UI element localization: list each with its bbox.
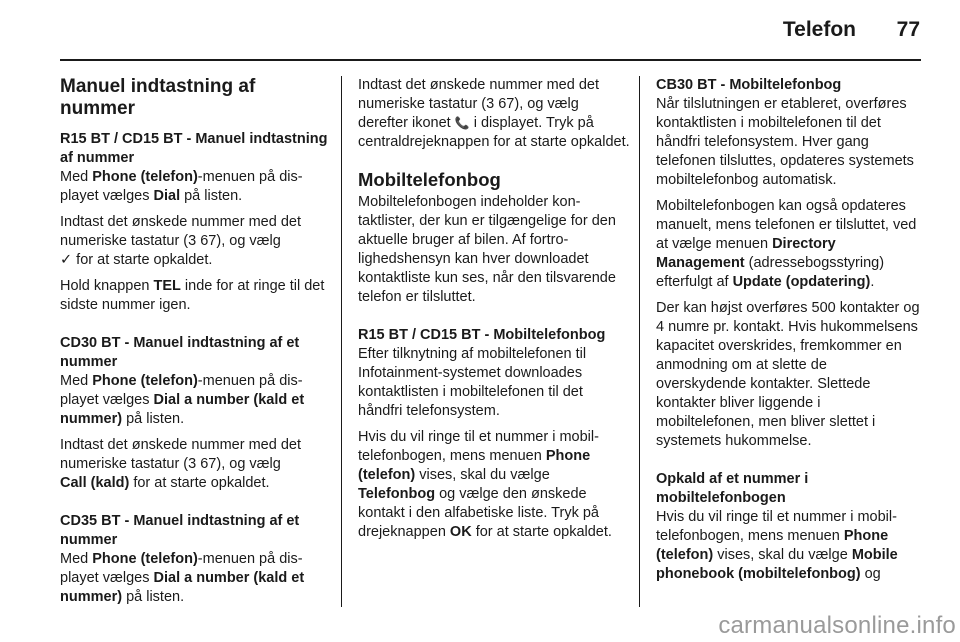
subsection-heading: Opkald af et nummer i mobiltelefonbogen xyxy=(656,471,809,506)
paragraph: Med Phone (telefon)-menuen på displayet vælges Dial på listen. xyxy=(60,169,303,204)
paragraph: Efter tilknytning af mobiltelefonen til Infotainment-systemet downloades kontaktlisten i mobiltelefonen til det håndfri telefonsystem. xyxy=(358,346,587,419)
watermark: carmanualsonline.info xyxy=(718,612,956,639)
paragraph: Hold knappen TEL inde for at ringe til det sidste nummer igen. xyxy=(60,278,325,313)
paragraph: Med Phone (telefon)-menuen på displayet vælges Dial a number (kald et nummer) på listen. xyxy=(60,551,305,605)
subsection-heading: R15 BT / CD15 BT - Manuel indtastning af nummer xyxy=(60,131,328,166)
subsection-heading: CD30 BT - Manuel indtastning af et nummer xyxy=(60,335,300,370)
column-divider-1 xyxy=(341,76,342,607)
paragraph: Indtast det ønskede nummer med det numeriske tastatur (3 67), og vælg ✓ for at starte opkaldet. xyxy=(60,214,301,268)
subsection-heading: CD35 BT - Manuel indtastning af et nummer xyxy=(60,513,300,548)
page-header-title: Telefon xyxy=(782,18,856,41)
page-number: 77 xyxy=(896,18,920,41)
section-title: Manuel indtastning af nummer xyxy=(60,76,256,119)
column-2 xyxy=(358,76,630,549)
page-reference-icon: 3 xyxy=(486,96,495,112)
paragraph: Mobiltelefonbogen indeholder kontaktlister, der kun er tilgængelige for den aktuelle bruger af bilen. Af fortrolighedshensyn kan hver downloadet kontaktliste kun ses, når den tilsvarende telefon er tilsluttet. xyxy=(358,194,616,305)
column-1 xyxy=(60,76,332,614)
section-title: Mobiltelefonbog xyxy=(358,169,501,190)
subsection-heading: CB30 BT - Mobiltelefonbog xyxy=(656,77,842,93)
phone-icon: 📞 xyxy=(454,116,470,130)
paragraph: Indtast det ønskede nummer med det numeriske tastatur (3 67), og vælg Call (kald) for at starte opkaldet. xyxy=(60,437,301,491)
check-icon: ✓ xyxy=(60,252,73,268)
paragraph: Med Phone (telefon)-menuen på displayet vælges Dial a number (kald et nummer) på listen. xyxy=(60,373,305,427)
page-reference-icon: 3 xyxy=(188,456,197,472)
page-reference-icon: 3 xyxy=(188,233,197,249)
paragraph: Hvis du vil ringe til et nummer i mobiltelefonbogen, mens menuen Phone (telefon) vises, skal du vælge Mobile phonebook (mobiltelefonbog) og xyxy=(656,509,898,582)
subsection-heading: R15 BT / CD15 BT - Mobiltelefonbog xyxy=(358,327,606,343)
paragraph: Når tilslutningen er etableret, overføres kontaktlisten i mobiltelefonen til det håndfri telefonsystem. Hver gang telefonen tilsluttes, opdateres systemets mobiltelefonbog automatisk. xyxy=(656,96,914,188)
header-rule xyxy=(60,59,921,61)
paragraph: Indtast det ønskede nummer med det numeriske tastatur (3 67), og vælg derefter ikonet 📞 i displayet. Tryk på centraldrejeknappen for at starte opkaldet. xyxy=(358,77,630,150)
paragraph: Der kan højst overføres 500 kontakter og 4 numre pr. kontakt. Hvis hukommelsens kapacitet overskrides, fremkommer en anmodning om at slette de overskydende kontakter. Slettede kontakter bliver liggende i mobiltelefonen, men bliver slettet i systemets hukommelse. xyxy=(656,300,920,449)
paragraph: Hvis du vil ringe til et nummer i mobiltelefonbogen, mens menuen Phone (telefon) vises, skal du vælge Telefonbog og vælge den ønskede kontakt i den alfabetiske liste. Tryk på drejeknappen OK for at starte opkaldet. xyxy=(358,429,612,540)
column-3 xyxy=(656,76,921,591)
column-divider-2 xyxy=(639,76,640,607)
paragraph: Mobiltelefonbogen kan også opdateres manuelt, mens telefonen er tilsluttet, ved at vælge menuen Directory Management (adressebogsstyring) efterfulgt af Update (opdatering). xyxy=(656,198,917,290)
